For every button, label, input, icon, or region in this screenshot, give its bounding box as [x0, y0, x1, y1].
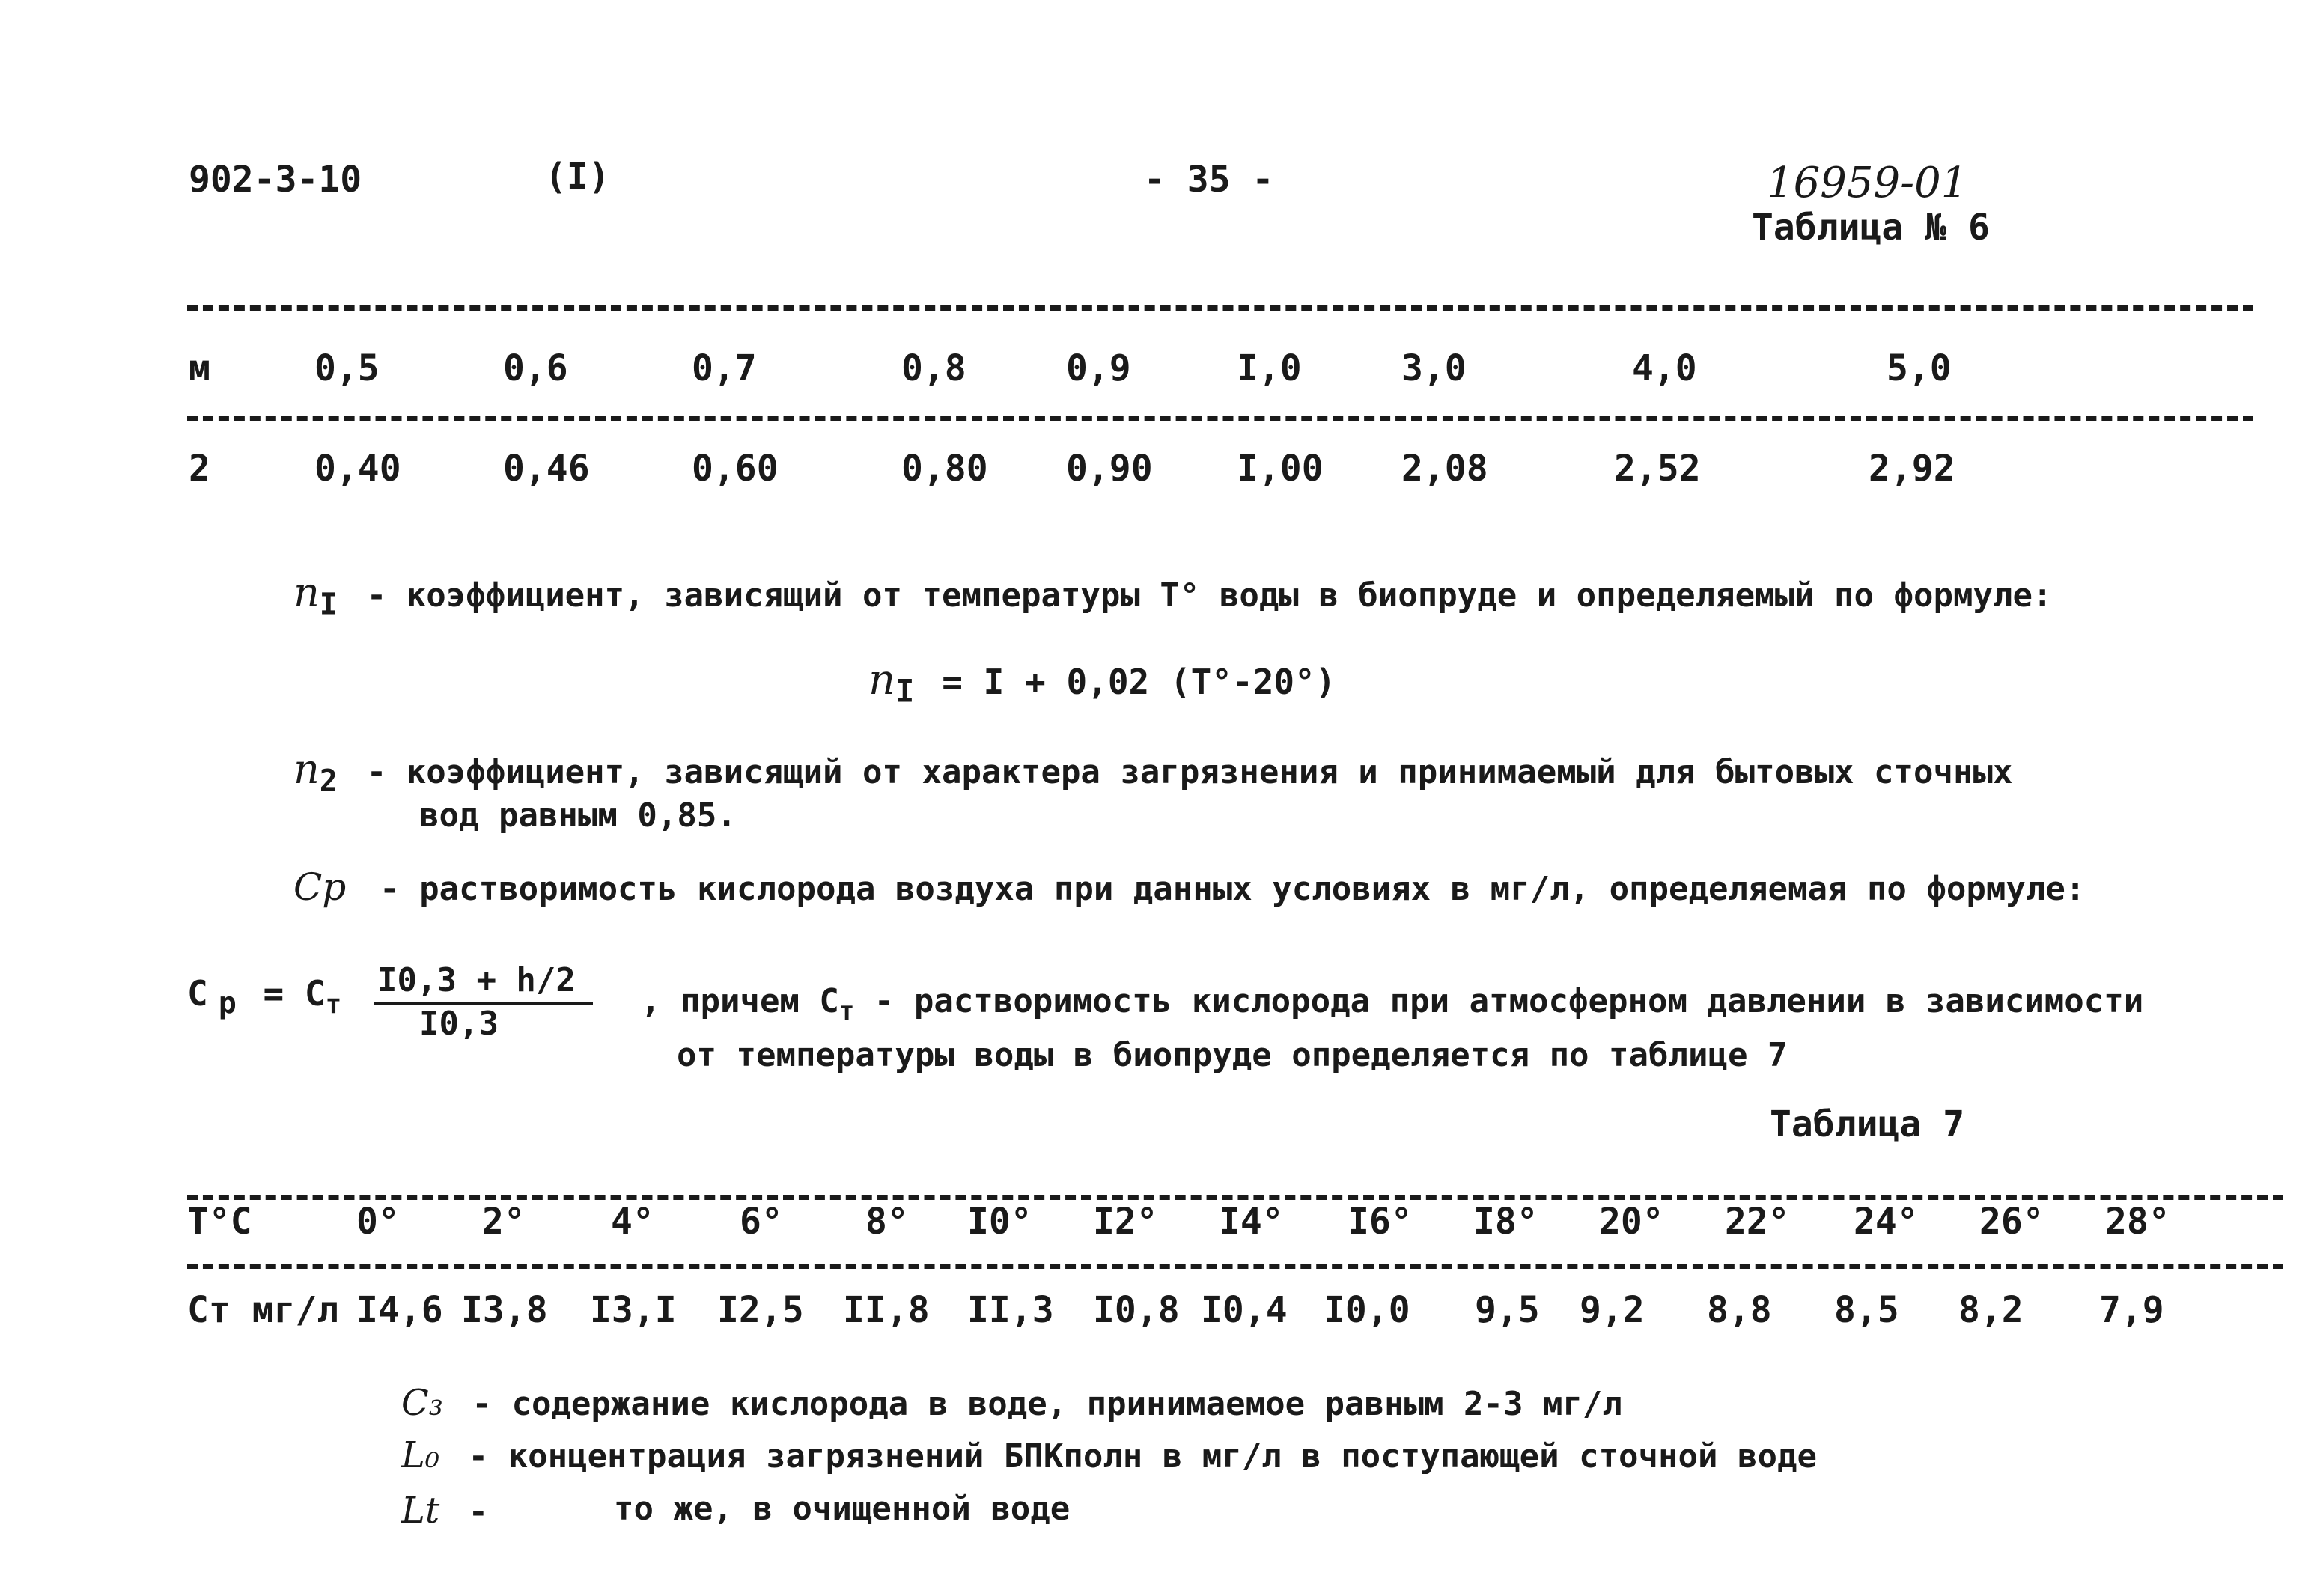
- cp-formula-denominator: I0,3: [419, 1005, 499, 1043]
- table6-cell: 0,80: [901, 448, 988, 490]
- handwritten-number: 16959-01: [1767, 159, 1968, 207]
- table7-cell: I3,8: [461, 1289, 548, 1331]
- table7-cell: II,8: [843, 1289, 930, 1331]
- table7-header-cell: 8°: [865, 1201, 909, 1243]
- table7-cell: 9,2: [1580, 1289, 1645, 1331]
- cp-tail-text: , причем C: [641, 982, 839, 1020]
- table7-header-cell: Т°С: [187, 1201, 252, 1243]
- table7-header-cell: 26°: [1979, 1201, 2044, 1243]
- table6-cell: 3,0: [1401, 347, 1467, 389]
- page-number: - 35 -: [1144, 159, 1274, 201]
- cp-formula-tail-line2: от температуры воды в биопруде определяется по таблице 7: [677, 1036, 1788, 1074]
- table6-cell: I,0: [1237, 347, 1302, 389]
- table6-cell: 0,60: [692, 448, 779, 490]
- table7-header-cell: I8°: [1473, 1201, 1538, 1243]
- table7-cell: Ст мг/л: [187, 1289, 339, 1331]
- table6-rule-middle: [187, 416, 2253, 421]
- table6-title: Таблица № 6: [1752, 207, 1990, 249]
- table7-header-cell: I4°: [1219, 1201, 1284, 1243]
- table7-cell: 8,5: [1834, 1289, 1899, 1331]
- table6-cell: 0,5: [314, 347, 380, 389]
- table6-cell: 2,92: [1869, 448, 1955, 490]
- note-lt: [401, 1490, 488, 1532]
- table6-rule-top: [187, 305, 2253, 311]
- table7-header-cell: 0°: [356, 1201, 400, 1243]
- table7-header-cell: I2°: [1093, 1201, 1158, 1243]
- table7-header-cell: 28°: [2105, 1201, 2170, 1243]
- n2-subscript: 2: [319, 764, 338, 799]
- cp-definition: [293, 865, 2085, 909]
- table7-cell: I2,5: [717, 1289, 804, 1331]
- table6-cell: 2: [189, 448, 210, 490]
- table7-header-cell: 4°: [611, 1201, 654, 1243]
- table6-cell: 0,40: [314, 448, 401, 490]
- table7-cell: 7,9: [2099, 1289, 2164, 1331]
- table6-cell: 0,9: [1066, 347, 1131, 389]
- n1-formula: [868, 656, 1336, 710]
- cp-formula-lhs: [187, 973, 341, 1020]
- table6-cell: м: [189, 347, 210, 389]
- cp-formula-p-sub: p: [218, 986, 237, 1021]
- cp-formula-tail-line1: [641, 982, 2143, 1026]
- cp-tail-rest: - растворимость кислорода при атмосферном давлении в зависимости: [854, 982, 2144, 1020]
- table7-header-cell: I0°: [967, 1201, 1032, 1243]
- n2-definition: [293, 746, 2012, 799]
- part-number: (I): [545, 156, 610, 198]
- table7-header-cell: 20°: [1599, 1201, 1664, 1243]
- n1-definition: [293, 569, 2052, 622]
- table7-title: Таблица 7: [1770, 1103, 1965, 1145]
- cp-formula-numerator: I0,3 + h/2: [377, 961, 576, 999]
- table7-cell: 8,8: [1707, 1289, 1772, 1331]
- table6-cell: 4,0: [1632, 347, 1697, 389]
- table7-cell: I0,0: [1324, 1289, 1410, 1331]
- table7-header-cell: 24°: [1854, 1201, 1919, 1243]
- note-lt-dash: -: [468, 1493, 489, 1531]
- table7-cell: I4,6: [356, 1289, 443, 1331]
- table6-cell: 0,8: [901, 347, 966, 389]
- table6-cell: 2,52: [1614, 448, 1701, 490]
- table7-cell: 9,5: [1475, 1289, 1540, 1331]
- n1-text: - коэффициент, зависящий от температуры Т° воды в биопруде и определяемый по формуле:: [366, 576, 2053, 615]
- n2-text-line2: вод равным 0,85.: [419, 797, 737, 835]
- table7-rule-middle: [187, 1264, 2283, 1269]
- table7-cell: I3,I: [590, 1289, 677, 1331]
- n1-formula-symbol: n: [868, 656, 896, 704]
- cp-symbol: Cp: [293, 865, 347, 909]
- table6-cell: 0,90: [1066, 448, 1153, 490]
- n2-text-line1: - коэффициент, зависящий от характера загрязнения и принимаемый для бытовых сточных: [366, 753, 2013, 791]
- note-l0-symbol: L₀: [401, 1434, 440, 1476]
- note-c3: [401, 1382, 1622, 1424]
- table7-header-cell: 22°: [1725, 1201, 1790, 1243]
- cp-formula-eq: = C: [263, 973, 326, 1014]
- table7-rule-top: [187, 1195, 2283, 1200]
- note-c3-text: - содержание кислорода в воде, принимаемое равным 2-3 мг/л: [472, 1385, 1622, 1423]
- table7-header-cell: 2°: [482, 1201, 526, 1243]
- table7-cell: I0,4: [1201, 1289, 1288, 1331]
- note-lt-symbol: Lt: [401, 1490, 440, 1532]
- note-l0-text: - концентрация загрязнений БПКполн в мг/л в поступающей сточной воде: [468, 1437, 1817, 1475]
- table6-cell: I,00: [1237, 448, 1324, 490]
- note-l0: [401, 1434, 1817, 1476]
- table7-cell: I0,8: [1093, 1289, 1180, 1331]
- table7-cell: 8,2: [1958, 1289, 2024, 1331]
- n2-symbol: n: [293, 746, 320, 793]
- note-lt-text: то же, в очищенной воде: [614, 1490, 1071, 1528]
- doc-code: 902-3-10: [189, 159, 362, 201]
- table6-cell: 0,46: [503, 448, 590, 490]
- note-c3-symbol: C₃: [401, 1382, 443, 1424]
- cp-formula-t-sub: т: [325, 989, 342, 1020]
- table6-cell: 5,0: [1887, 347, 1952, 389]
- n1-subscript: I: [319, 587, 338, 622]
- cp-text: - растворимость кислорода воздуха при данных условиях в мг/л, определяемая по формуле:: [380, 870, 2086, 908]
- table7-header-cell: 6°: [740, 1201, 783, 1243]
- n1-formula-subscript: I: [895, 672, 915, 710]
- table6-cell: 0,6: [503, 347, 568, 389]
- table7-header-cell: I6°: [1348, 1201, 1413, 1243]
- n1-symbol: n: [293, 569, 320, 616]
- table6-cell: 0,7: [692, 347, 757, 389]
- cp-tail-sub: т: [838, 996, 855, 1026]
- cp-formula-c: C: [187, 973, 208, 1014]
- table6-cell: 2,08: [1401, 448, 1488, 490]
- table7-cell: II,3: [967, 1289, 1054, 1331]
- n1-formula-text: = I + 0,02 (Т°-20°): [942, 662, 1336, 702]
